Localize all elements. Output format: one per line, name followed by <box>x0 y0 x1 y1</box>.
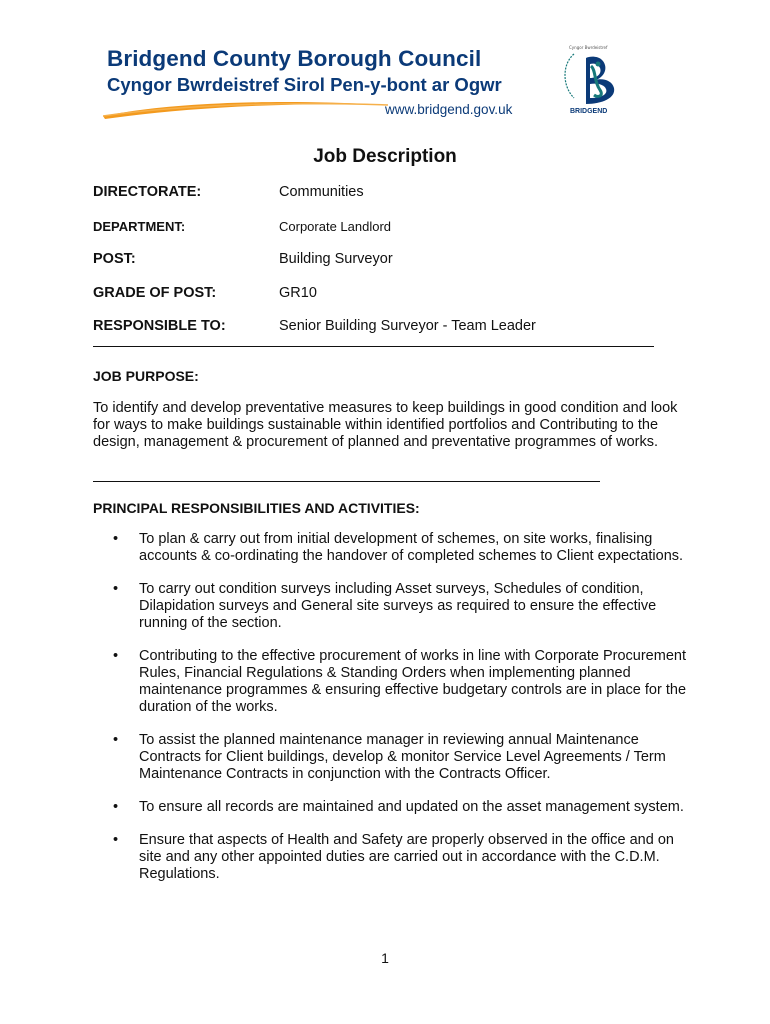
list-item <box>113 799 693 816</box>
responsibilities-list <box>113 531 693 883</box>
info-value: Corporate Landlord <box>279 219 392 234</box>
divider <box>93 481 600 482</box>
info-label: DIRECTORATE: <box>93 184 202 200</box>
job-purpose-text: To identify and develop preventative measures to keep buildings in good condition and look for ways to make buildings sustainable within identified portfolios and Contributing to the design, management & procurement of planned and preventative programmes of works. <box>93 400 678 450</box>
list-item <box>113 732 693 783</box>
svg-text:Cyngor Bwrdeistref: Cyngor Bwrdeistref <box>569 45 608 50</box>
info-label: GRADE OF POST: <box>93 285 217 301</box>
list-item-text: Ensure that aspects of Health and Safety are properly observed in the office and on site and any other appointed duties are carried out in accordance with the C.D.M. Regulations. <box>139 832 674 882</box>
info-label: POST: <box>93 251 136 267</box>
bullet-icon: • <box>113 531 119 547</box>
orange-swoosh-icon <box>103 96 393 122</box>
website-url[interactable]: www.bridgend.gov.uk <box>385 102 513 117</box>
list-item-text: To assist the planned maintenance manager in reviewing annual Maintenance Contracts for Client buildings, develop & monitor Service Level Agreements / Term Maintenance Contracts in conjunction with the Contracts Officer. <box>139 732 666 782</box>
info-value: Communities <box>279 184 364 200</box>
list-item <box>113 581 693 632</box>
divider <box>93 346 654 347</box>
page-number: 1 <box>381 950 389 966</box>
document-title: Job Description <box>313 146 457 167</box>
council-name-english: Bridgend County Borough Council <box>107 46 482 71</box>
bullet-icon: • <box>113 581 119 597</box>
bullet-icon: • <box>113 832 119 848</box>
bullet-icon: • <box>113 799 119 815</box>
info-value: Senior Building Surveyor - Team Leader <box>279 318 536 334</box>
list-item <box>113 648 693 716</box>
logo-wordmark: BRIDGEND <box>570 108 608 115</box>
list-item-text: To plan & carry out from initial development of schemes, on site works, finalising accounts & co-ordinating the handover of completed schemes to Client expectations. <box>139 531 684 564</box>
responsibilities-heading: PRINCIPAL RESPONSIBILITIES AND ACTIVITIES: <box>93 500 420 516</box>
info-label: RESPONSIBLE TO: <box>93 318 226 334</box>
list-item-text: Contributing to the effective procurement of works in line with Corporate Procurement Rules, Financial Regulations & Standing Orders when implementing planned maintenance programmes & ensuring effective budgetary controls are in place for the duration of the works. <box>139 648 687 715</box>
info-value: GR10 <box>279 285 317 301</box>
bullet-icon: • <box>113 648 119 664</box>
job-purpose-heading: JOB PURPOSE: <box>93 368 199 384</box>
bridgend-logo-icon <box>560 42 624 120</box>
list-item-text: To carry out condition surveys including Asset surveys, Schedules of condition, Dilapidation surveys and General site surveys as required to ensure the effective running of the section. <box>139 581 657 631</box>
bullet-icon: • <box>113 732 119 748</box>
info-value: Building Surveyor <box>279 251 393 267</box>
list-item <box>113 531 693 565</box>
council-name-welsh: Cyngor Bwrdeistref Sirol Pen-y-bont ar Ogwr <box>107 74 502 95</box>
info-label: DEPARTMENT: <box>93 219 186 234</box>
list-item <box>113 832 693 883</box>
list-item-text: To ensure all records are maintained and updated on the asset management system. <box>139 799 684 815</box>
